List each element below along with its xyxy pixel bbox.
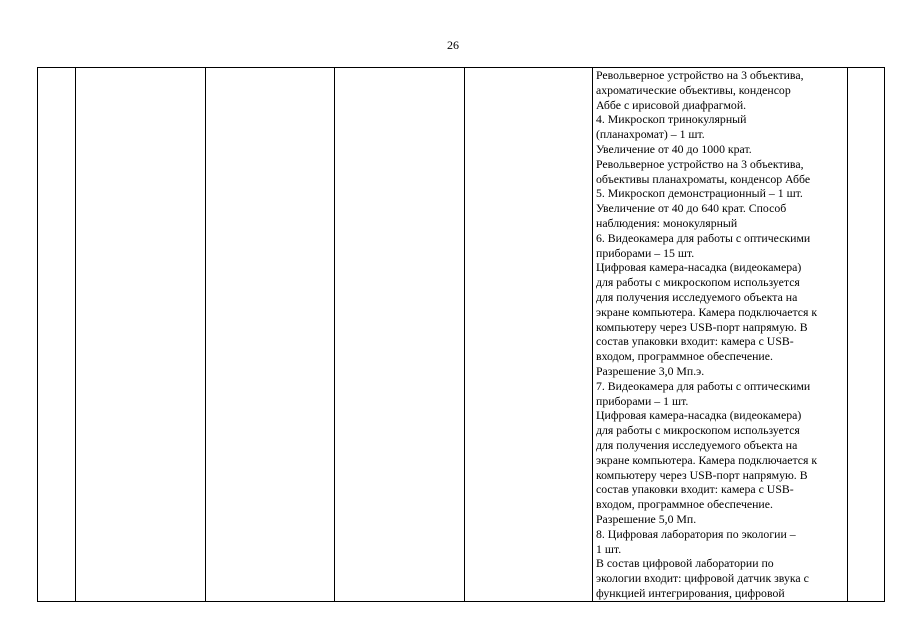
description-line: функцией интегрирования, цифровой bbox=[596, 585, 785, 600]
description-line: экологии входит: цифровой датчик звука с bbox=[596, 571, 809, 586]
description-line: Револьверное устройство на 3 объектива, bbox=[596, 68, 804, 82]
table-cell-5 bbox=[465, 68, 593, 602]
description-line: компьютеру через USB-порт напрямую. В bbox=[596, 319, 808, 334]
table-cell-3 bbox=[206, 68, 335, 602]
description-line: Разрешение 3,0 Мп.э. bbox=[596, 363, 705, 378]
description-line: компьютеру через USB-порт напрямую. В bbox=[596, 467, 808, 482]
description-line: 5. Микроскоп демонстрационный – 1 шт. bbox=[596, 186, 803, 201]
description-line: В состав цифровой лаборатории по bbox=[596, 556, 774, 571]
table-cell-index bbox=[38, 68, 76, 602]
description-line: объективы планахроматы, конденсор Аббе bbox=[596, 171, 811, 186]
table-cell-2 bbox=[76, 68, 206, 602]
description-line: Увеличение от 40 до 1000 крат. bbox=[596, 141, 752, 156]
description-line: Цифровая камера-насадка (видеокамера) bbox=[596, 408, 802, 423]
description-line: приборами – 15 шт. bbox=[596, 245, 695, 260]
description-line: 6. Видеокамера для работы с оптическими bbox=[596, 230, 811, 245]
description-line: Цифровая камера-насадка (видеокамера) bbox=[596, 260, 802, 275]
description-line: для работы с микроскопом используется bbox=[596, 423, 800, 438]
description-line: для получения исследуемого объекта на bbox=[596, 437, 798, 452]
description-line: Разрешение 5,0 Мп. bbox=[596, 511, 697, 526]
table-row bbox=[38, 68, 885, 602]
description-cell bbox=[593, 68, 848, 602]
table-cell-4 bbox=[335, 68, 465, 602]
equipment-table bbox=[37, 67, 885, 602]
description-line: 7. Видеокамера для работы с оптическими bbox=[596, 378, 811, 393]
description-line: (планахромат) – 1 шт. bbox=[596, 127, 705, 142]
description-line: ахроматические объективы, конденсор bbox=[596, 82, 791, 97]
description-line: Револьверное устройство на 3 объектива, bbox=[596, 156, 804, 171]
description-line: Аббе с ирисовой диафрагмой. bbox=[596, 97, 747, 112]
description-line: входом, программное обеспечение. bbox=[596, 349, 773, 364]
description-line: 4. Микроскоп тринокулярный bbox=[596, 112, 747, 127]
description-line: состав упаковки входит: камера с USB- bbox=[596, 334, 794, 349]
description-line: наблюдения: монокулярный bbox=[596, 215, 738, 230]
description-line: приборами – 1 шт. bbox=[596, 393, 689, 408]
description-line: 8. Цифровая лаборатория по экологии – bbox=[596, 526, 796, 541]
table-cell-last bbox=[848, 68, 885, 602]
description-line: 1 шт. bbox=[596, 541, 622, 556]
description-line: экране компьютера. Камера подключается к bbox=[596, 304, 818, 319]
description-line: для работы с микроскопом используется bbox=[596, 275, 800, 290]
description-line: для получения исследуемого объекта на bbox=[596, 289, 798, 304]
description-line: входом, программное обеспечение. bbox=[596, 497, 773, 512]
description-line: состав упаковки входит: камера с USB- bbox=[596, 482, 794, 497]
description-line: Увеличение от 40 до 640 крат. Способ bbox=[596, 201, 787, 216]
page-number: 26 bbox=[447, 38, 459, 52]
description-line: экране компьютера. Камера подключается к bbox=[596, 452, 818, 467]
